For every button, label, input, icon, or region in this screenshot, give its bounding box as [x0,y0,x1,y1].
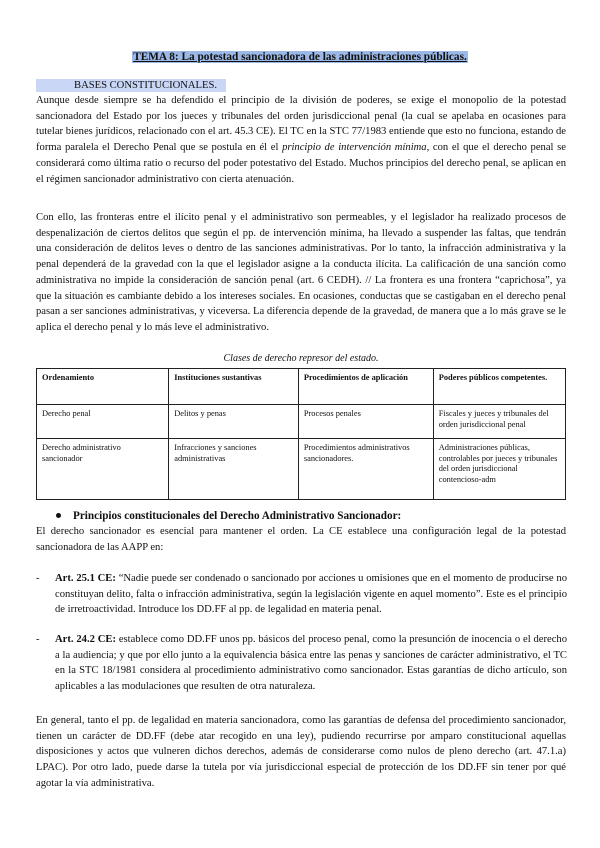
list-item-art-25: - Art. 25.1 CE: “Nadie puede ser condenado o sancionado por acciones u omisiones que en el momento de producirse no constituyan delito, falta o infracción administrativa, según la legislación vigente en aquel momento”. Este es el principio de irretroactividad. Introduce los DD.FF al pp. de legalidad en materia penal. [36,573,568,616]
table-cell: Delitos y penas [169,405,299,439]
table-row [37,405,566,439]
document-title: TEMA 8: La potestad sancionadora de las administraciones públicas. [133,51,467,63]
table-header-row [37,369,566,405]
principles-heading: Principios constitucionales del Derecho Administrativo Sancionador: [56,510,401,523]
table-header-cell: Procedimientos de aplicación [298,369,433,405]
table-cell: Derecho penal [37,405,169,439]
dash-marker: - [36,634,40,645]
list-item-art-24: - Art. 24.2 CE: establece como DD.FF unos pp. básicos del proceso penal, como la presunción de inocencia o el derecho a la audiencia; y que por ello junto a la equivalencia básica entre las penas y sanciones de carácter administrativo, el TC en la STC 18/1981 considera al procedimiento administrativo como sancionador. Estas garantías de dicho artículo, son aplicables a las modulaciones que resulten de otra naturaleza. [36,634,567,693]
paragraph-fronteras: Con ello, las fronteras entre el ilícito penal y el administrativo son permeables, y el legislador ha realizado procesos de despenalización de ciertos delitos que según el pp. de intervención mínima, ha llevado a suspender las faltas, que tendrán una consideración de delitos leves o dentro de las sanciones administrativas. Por lo tanto, la infracción administrativa y la penal dependerá de la gravedad con la que el legislador asigne a la conducta ilícita. La calificación de una sanción como administrativa no impide la consideración de sanción penal (art. 6 CEDH). // La frontera es una frontera “caprichosa”, ya que la situación es cambiante debido a los intereses sociales. En ocasiones, conductas que se castigaban en el derecho penal pasan a ser sanciones administrativas, y viceversa. La diferencia depende de la gravedad, de manera que a lo más grave se le aplica el derecho penal y lo más leve el administrativo. [36,212,566,333]
table-row [37,439,566,500]
table-cell: Procedimientos administrativos sancionadores. [298,439,433,500]
paragraph-principles-intro: El derecho sancionador es esencial para mantener el orden. La CE establece una configuración legal de la potestad sancionadora de las AAPP en: [36,526,566,553]
paragraph-intro: Aunque desde siempre se ha defendido el principio de la división de poderes, se exige el monopolio de la potestad sancionadora del Estado por los jueces y tribunales del orden jurisdiccional penal (la cual se apelaba en ocasiones para tutelar bienes jurídicos, relacionado con el art. 45.3 CE). El TC en la STC 77/1983 entiende que esto no funciona, estando de forma paralela el Derecho Penal que se postula en él el principio de intervención mínima, con el que el derecho penal se considerará como última ratio o recurso del poder potestativo del Estado. Muchos principios del derecho penal, se aplican en el régimen sancionador administrativo con cierta atenuación. [36,95,566,185]
table-cell: Fiscales y jueces y tribunales del orden jurisdiccional penal [433,405,565,439]
bullet-icon [56,513,61,518]
table-cell: Derecho administrativo sancionador [37,439,169,500]
table-header-cell: Instituciones sustantivas [169,369,299,405]
table-header-cell: Poderes públicos competentes. [433,369,565,405]
section-heading-bases: BASES CONSTITUCIONALES. [36,79,226,92]
table-cell: Administraciones públicas, controlables por jueces y tribunales del orden jurisdiccional contencioso-adm [433,439,565,500]
table-cell: Infracciones y sanciones administrativas [169,439,299,500]
table-header-cell: Ordenamiento [37,369,169,405]
paragraph-conclusion: En general, tanto el pp. de legalidad en materia sancionadora, como las garantías de defensa del procedimiento sancionador, tienen un carácter de DD.FF (debe atar recogido en una ley), pudiendo recurrirse por amparo constitucional aquellas disposiciones y actos que vulneren dichos derechos, además de considerarse como nulos de pleno derecho (art. 47.1.a) LPAC). Por otro lado, puede darse la tutela por vía jurisdiccional especial de protección de los DD.FF sin tener por qué agotar la vía administrativa. [36,715,566,789]
table-cell: Procesos penales [298,405,433,439]
table-caption: Clases de derecho represor del estado. [223,353,379,364]
derecho-represor-table [36,368,566,500]
dash-marker: - [36,573,40,584]
